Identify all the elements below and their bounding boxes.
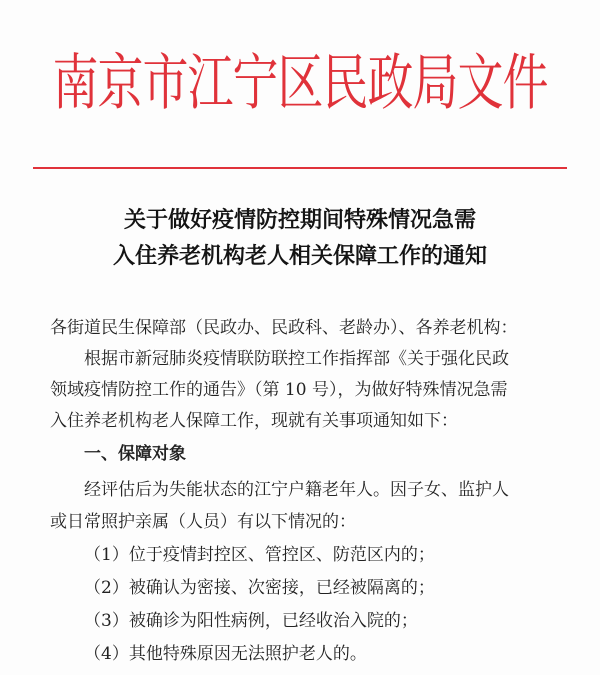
notice-title-line-1: 关于做好疫情防控期间特殊情况急需 xyxy=(123,208,476,233)
notice-title-line-2: 入住养老机构老人相关保障工作的通知 xyxy=(112,244,487,269)
document-masthead: 南京市江宁区民政局文件 xyxy=(52,46,548,118)
body-line-2: 领域疫情防控工作的通告》（第 10 号），为做好特殊情况急需 xyxy=(50,380,508,400)
list-item: （2）被确认为密接、次密接，已经被隔离的； xyxy=(84,578,435,598)
salutation: 各街道民生保障部（民政办、民政科、老龄办）、各养老机构： xyxy=(50,318,518,338)
masthead-divider xyxy=(33,167,567,169)
list-item: （3）被确诊为阳性病例，已经收治入院的； xyxy=(84,611,418,631)
body-line-1: 根据市新冠肺炎疫情联防联控工作指挥部《关于强化民政 xyxy=(84,349,509,369)
section-1-heading: 一、保障对象 xyxy=(84,444,186,464)
section-1-line-1: 经评估后为失能状态的江宁户籍老年人。因子女、监护人 xyxy=(84,480,509,500)
list-item: （4）其他特殊原因无法照护老人的。 xyxy=(84,644,367,664)
section-1-line-2: 或日常照护亲属（人员）有以下情况的： xyxy=(50,512,356,532)
list-item: （1）位于疫情封控区、管控区、防范区内的； xyxy=(84,545,435,565)
body-line-3: 入住养老机构老人保障工作，现就有关事项通知如下： xyxy=(50,411,458,431)
